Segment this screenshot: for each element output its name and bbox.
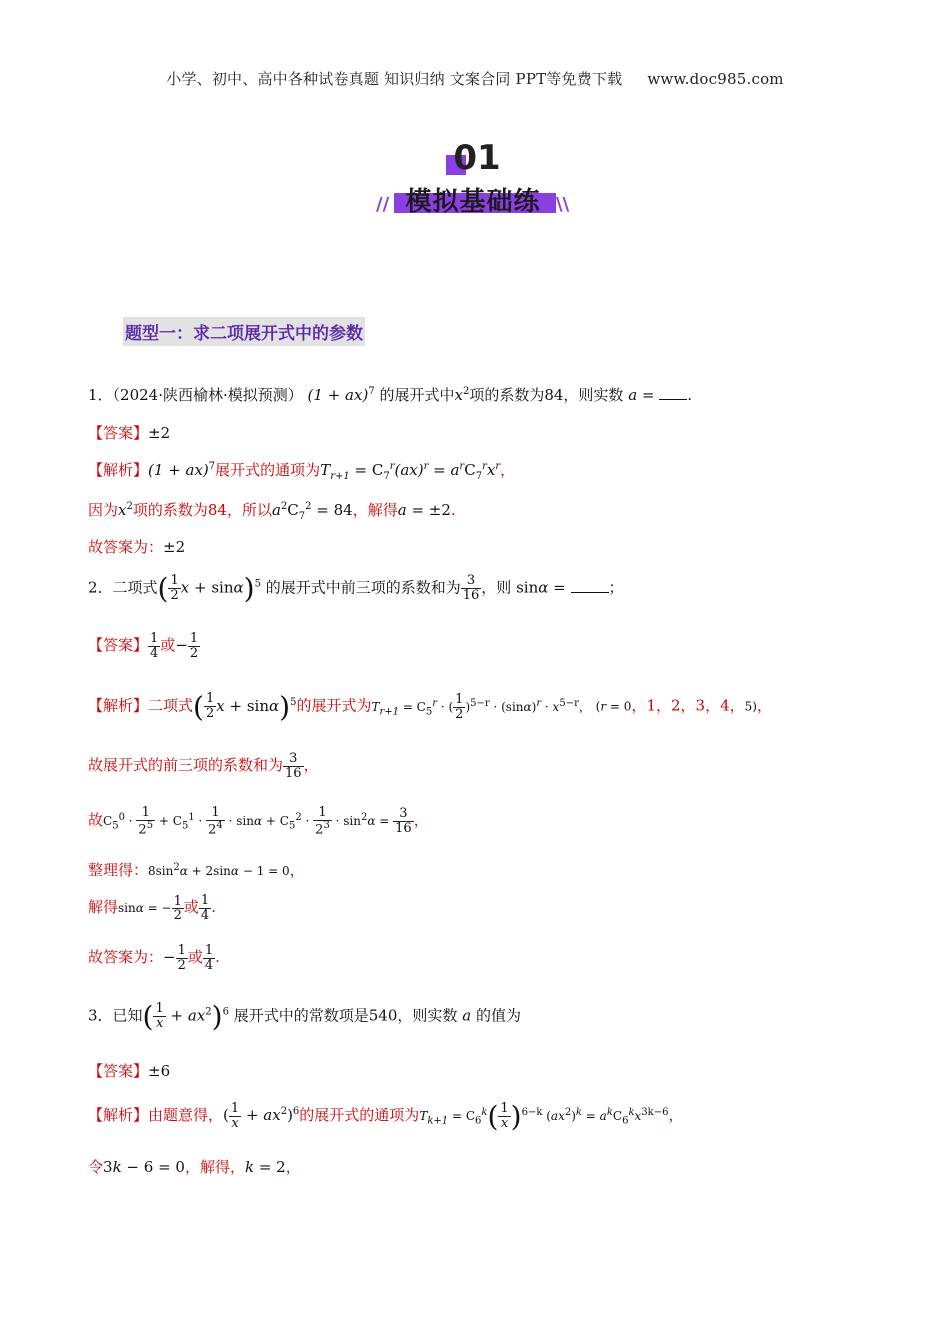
q1-conclusion: 故答案为：±2: [88, 538, 186, 556]
slash-right-icon: \\: [556, 194, 570, 215]
q2-conclusion: 故答案为：− $\frac{1}{2}$ 或 $\frac{1}{4}$ .: [88, 943, 220, 973]
q3-answer: 【答案】±6: [88, 1062, 171, 1080]
slash-left-icon: //: [376, 194, 390, 215]
q1-answer: 【答案】±2: [88, 424, 171, 442]
q2-analysis-3: 故$C_5^0$ · $\frac{1}{2^5}$ + $C_5^1$ · $\frac{1}{2^4}$ · $\sin\alpha + C_5^2$ · $\frac{1}{2^3}$ · $\sin^2\alpha$ = $\frac{3}{16}$ ，: [88, 805, 429, 837]
q1-analysis-1: 【解析】(1 + ax)$^7$展开式的通项为$T_{r+1} = C_7^r(ax)^r = a^rC_7^rx^r$，: [88, 461, 516, 482]
section-number: 01: [453, 138, 501, 178]
q2-analysis-1: 【解析】二项式( $\frac{1}{2}$ x + sinα)$^5$的展开式为$T_{r+1} = C_5^r$ · ( $\frac{1}{2}$ )$^{5-r} \cdot (\sin\alpha)^r \cdot x^{5-r}$， (r = 0，1，2，3，4，5)，: [88, 690, 772, 723]
q3-analysis-1: 【解析】由题意得，( $\frac{1}{x}$ + $ax^2)^6$的展开式的通项为$T_{k+1} = C_6^k$( $\frac{1}{x}$ )$^{6-k}$ $(ax^2)^k = a^kC_6^kx^{3k-6}$，: [88, 1100, 684, 1133]
header-text: 小学、初中、高中各种试卷真题 知识归纳 文案合同 PPT等免费下载: [166, 70, 623, 88]
q2-analysis-4: 整理得：$8\sin^2\alpha + 2\sin\alpha - 1 = 0$，: [88, 861, 305, 879]
q2-analysis-5: 解得sinα = − $\frac{1}{2}$ 或 $\frac{1}{4}$ .: [88, 893, 216, 924]
q2-stem: 2．二项式( $\frac{1}{2}$ x + sinα)$^5$ 的展开式中前三项的系数和为 $\frac{3}{16}$ ，则 sinα = ；: [88, 572, 624, 605]
q3-stem: 3．已知( $\frac{1}{x}$ + $ax^2)^6$ 展开式中的常数项是540，则实数 a 的值为: [88, 1000, 521, 1033]
subsection-title: 题型一：求二项展开式中的参数: [123, 317, 365, 346]
q2-answer: 【答案】 $\frac{1}{4}$ 或− $\frac{1}{2}$: [88, 631, 199, 661]
page-header: [0, 68, 950, 89]
q1-stem: 1．（2024·陕西榆林·模拟预测） (1 + ax)$^7$ 的展开式中$x^2$项的系数为84，则实数 a = .: [88, 386, 693, 404]
q1-analysis-2: 因为$x^2$项的系数为84，所以$a^2C_7^2 = 84$，解得a = ±2.: [88, 501, 456, 522]
q3-analysis-2: 令3k − 6 = 0，解得，k = 2，: [88, 1158, 301, 1176]
section-title: 模拟基础练: [405, 187, 541, 217]
q2-analysis-2: 故展开式的前三项的系数和为 $\frac{3}{16}$ ，: [88, 751, 319, 781]
header-site: www.doc985.com: [647, 70, 784, 88]
